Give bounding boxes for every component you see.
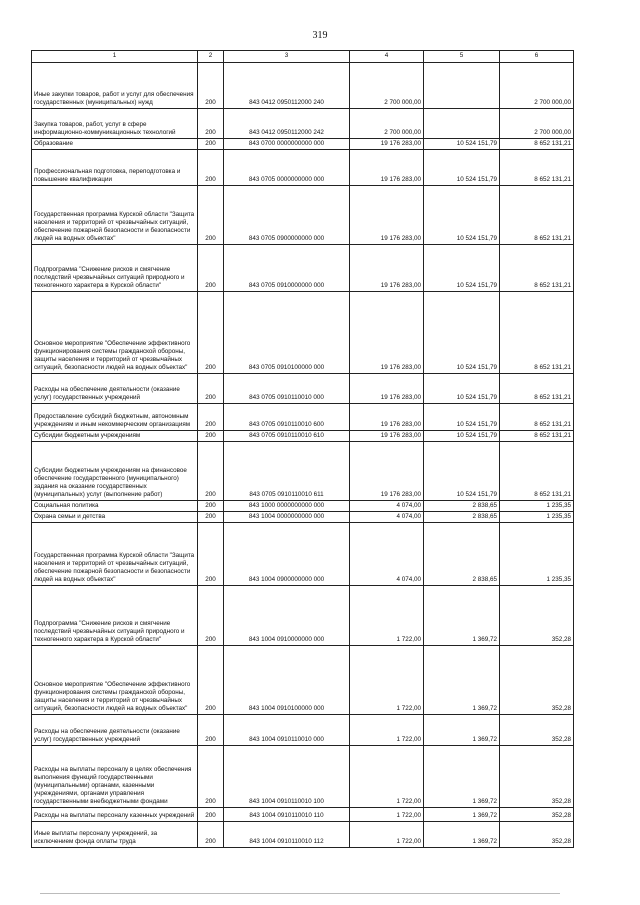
amount-col-6-cell: 8 652 131,21 — [500, 150, 574, 186]
table-row — [32, 404, 574, 431]
item-name-cell: Подпрограмма "Снижение рисков и смягчение последствий чрезвычайных ситуаций природного и техногенного характера в Курской области" — [32, 245, 198, 292]
bottom-divider — [40, 893, 560, 894]
classification-code-cell: 843 0412 0950112000 242 — [224, 109, 350, 139]
section-cell: 200 — [198, 431, 224, 442]
table-row — [32, 186, 574, 245]
amount-col-5-cell: 1 369,72 — [424, 808, 500, 822]
amount-col-4-cell: 2 700 000,00 — [350, 63, 424, 109]
amount-col-5-cell: 2 838,65 — [424, 523, 500, 586]
section-cell: 200 — [198, 501, 224, 512]
header-col-6: 6 — [500, 51, 574, 63]
amount-col-5-cell: 2 838,65 — [424, 501, 500, 512]
amount-col-6-cell: 8 652 131,21 — [500, 431, 574, 442]
amount-col-6-cell: 352,28 — [500, 822, 574, 848]
amount-col-5-cell: 10 524 151,79 — [424, 150, 500, 186]
section-cell: 200 — [198, 186, 224, 245]
amount-col-5-cell: 10 524 151,79 — [424, 404, 500, 431]
table-row — [32, 292, 574, 374]
item-name-cell: Подпрограмма "Снижение рисков и смягчение последствий чрезвычайных ситуаций природного и техногенного характера в Курской области" — [32, 586, 198, 646]
item-name-cell: Иные выплаты персоналу учреждений, за исключением фонда оплаты труда — [32, 822, 198, 848]
classification-code-cell: 843 0705 0910110010 610 — [224, 431, 350, 442]
table-row — [32, 63, 574, 109]
classification-code-cell: 843 1004 0000000000 000 — [224, 512, 350, 523]
table-row — [32, 501, 574, 512]
table-row — [32, 150, 574, 186]
classification-code-cell: 843 1004 0910100000 000 — [224, 646, 350, 715]
page-number: 319 — [312, 30, 328, 41]
classification-code-cell: 843 0700 0000000000 000 — [224, 139, 350, 150]
section-cell: 200 — [198, 139, 224, 150]
amount-col-6-cell: 8 652 131,21 — [500, 186, 574, 245]
section-cell: 200 — [198, 523, 224, 586]
item-name-cell: Охрана семьи и детства — [32, 512, 198, 523]
table-row — [32, 646, 574, 715]
item-name-cell: Иные закупки товаров, работ и услуг для обеспечения государственных (муниципальных) нужд — [32, 63, 198, 109]
item-name-cell: Профессиональная подготовка, переподготовка и повышение квалификации — [32, 150, 198, 186]
header-col-5: 5 — [424, 51, 500, 63]
classification-code-cell: 843 0412 0950112000 240 — [224, 63, 350, 109]
classification-code-cell: 843 1004 0910110010 000 — [224, 715, 350, 746]
amount-col-4-cell: 19 176 283,00 — [350, 374, 424, 404]
table-row — [32, 109, 574, 139]
amount-col-5-cell: 10 524 151,79 — [424, 442, 500, 501]
amount-col-5-cell: 10 524 151,79 — [424, 431, 500, 442]
header-col-2: 2 — [198, 51, 224, 63]
amount-col-6-cell: 8 652 131,21 — [500, 245, 574, 292]
section-cell: 200 — [198, 646, 224, 715]
item-name-cell: Расходы на выплаты персоналу в целях обеспечения выполнения функций государственными (муниципальными) органами, казенными учреждениями, органами управления государственными внебюджетными фондами — [32, 746, 198, 808]
item-name-cell: Предоставление субсидий бюджетным, автономным учреждениям и иным некоммерческим организациям — [32, 404, 198, 431]
section-cell: 200 — [198, 63, 224, 109]
amount-col-4-cell: 4 074,00 — [350, 523, 424, 586]
classification-code-cell: 843 0705 0900000000 000 — [224, 186, 350, 245]
item-name-cell: Субсидии бюджетным учреждениям на финансовое обеспечение государственного (муниципального) задания на оказание государственных (муниципальных) услуг (выполнение работ) — [32, 442, 198, 501]
amount-col-4-cell: 4 074,00 — [350, 501, 424, 512]
classification-code-cell: 843 0705 0910110010 600 — [224, 404, 350, 431]
header-col-3: 3 — [224, 51, 350, 63]
section-cell: 200 — [198, 442, 224, 501]
amount-col-4-cell: 19 176 283,00 — [350, 431, 424, 442]
classification-code-cell: 843 0705 0910110010 000 — [224, 374, 350, 404]
table-row — [32, 245, 574, 292]
amount-col-6-cell: 352,28 — [500, 808, 574, 822]
amount-col-4-cell: 19 176 283,00 — [350, 150, 424, 186]
amount-col-4-cell: 1 722,00 — [350, 715, 424, 746]
amount-col-6-cell: 352,28 — [500, 715, 574, 746]
header-col-4: 4 — [350, 51, 424, 63]
section-cell: 200 — [198, 404, 224, 431]
section-cell: 200 — [198, 822, 224, 848]
amount-col-6-cell: 352,28 — [500, 746, 574, 808]
budget-table — [31, 50, 574, 848]
amount-col-5-cell: 10 524 151,79 — [424, 186, 500, 245]
table-row — [32, 139, 574, 150]
table-row — [32, 431, 574, 442]
amount-col-5-cell: 10 524 151,79 — [424, 245, 500, 292]
classification-code-cell: 843 1004 0910110010 110 — [224, 808, 350, 822]
section-cell: 200 — [198, 512, 224, 523]
classification-code-cell: 843 0705 0910100000 000 — [224, 292, 350, 374]
amount-col-4-cell: 1 722,00 — [350, 646, 424, 715]
table-row — [32, 715, 574, 746]
amount-col-5-cell: 10 524 151,79 — [424, 292, 500, 374]
section-cell: 200 — [198, 374, 224, 404]
item-name-cell: Основное мероприятие "Обеспечение эффективного функционирования системы гражданской обороны, защиты населения и территорий от чрезвычайных ситуаций, безопасности людей на водных объектах" — [32, 646, 198, 715]
amount-col-6-cell: 352,28 — [500, 586, 574, 646]
table-row — [32, 374, 574, 404]
classification-code-cell: 843 1004 0910000000 000 — [224, 586, 350, 646]
amount-col-4-cell: 19 176 283,00 — [350, 442, 424, 501]
table-row — [32, 512, 574, 523]
header-col-1: 1 — [32, 51, 198, 63]
table-row — [32, 746, 574, 808]
amount-col-6-cell: 1 235,35 — [500, 512, 574, 523]
amount-col-4-cell: 19 176 283,00 — [350, 404, 424, 431]
section-cell: 200 — [198, 586, 224, 646]
amount-col-5-cell: 1 369,72 — [424, 822, 500, 848]
amount-col-4-cell: 19 176 283,00 — [350, 245, 424, 292]
amount-col-4-cell: 1 722,00 — [350, 808, 424, 822]
section-cell: 200 — [198, 292, 224, 374]
amount-col-6-cell: 8 652 131,21 — [500, 374, 574, 404]
amount-col-4-cell: 19 176 283,00 — [350, 292, 424, 374]
item-name-cell: Расходы на обеспечение деятельности (оказание услуг) государственных учреждений — [32, 374, 198, 404]
classification-code-cell: 843 0705 0000000000 000 — [224, 150, 350, 186]
table-row — [32, 808, 574, 822]
amount-col-5-cell — [424, 109, 500, 139]
section-cell: 200 — [198, 746, 224, 808]
classification-code-cell: 843 1000 0000000000 000 — [224, 501, 350, 512]
section-cell: 200 — [198, 808, 224, 822]
amount-col-5-cell: 1 369,72 — [424, 646, 500, 715]
item-name-cell: Образование — [32, 139, 198, 150]
amount-col-5-cell: 10 524 151,79 — [424, 139, 500, 150]
amount-col-6-cell: 8 652 131,21 — [500, 292, 574, 374]
amount-col-6-cell: 8 652 131,21 — [500, 404, 574, 431]
amount-col-4-cell: 1 722,00 — [350, 586, 424, 646]
item-name-cell: Социальная политика — [32, 501, 198, 512]
amount-col-6-cell: 2 700 000,00 — [500, 63, 574, 109]
amount-col-5-cell — [424, 63, 500, 109]
amount-col-6-cell: 1 235,35 — [500, 523, 574, 586]
item-name-cell: Расходы на выплаты персоналу казенных учреждений — [32, 808, 198, 822]
amount-col-4-cell: 1 722,00 — [350, 822, 424, 848]
amount-col-5-cell: 1 369,72 — [424, 586, 500, 646]
amount-col-5-cell: 10 524 151,79 — [424, 374, 500, 404]
amount-col-4-cell: 1 722,00 — [350, 746, 424, 808]
classification-code-cell: 843 0705 0910000000 000 — [224, 245, 350, 292]
amount-col-4-cell: 19 176 283,00 — [350, 186, 424, 245]
item-name-cell: Государственная программа Курской области "Защита населения и территорий от чрезвычайных ситуаций, обеспечение пожарной безопасности и безопасности людей на водных объектах" — [32, 523, 198, 586]
table-header-row — [32, 51, 574, 63]
amount-col-6-cell: 8 652 131,21 — [500, 139, 574, 150]
amount-col-6-cell: 352,28 — [500, 646, 574, 715]
classification-code-cell: 843 1004 0910110010 100 — [224, 746, 350, 808]
table-row — [32, 523, 574, 586]
classification-code-cell: 843 1004 0900000000 000 — [224, 523, 350, 586]
amount-col-6-cell: 1 235,35 — [500, 501, 574, 512]
item-name-cell: Субсидии бюджетным учреждениям — [32, 431, 198, 442]
section-cell: 200 — [198, 109, 224, 139]
amount-col-4-cell: 4 074,00 — [350, 512, 424, 523]
classification-code-cell: 843 0705 0910110010 611 — [224, 442, 350, 501]
amount-col-5-cell: 1 369,72 — [424, 715, 500, 746]
amount-col-4-cell: 19 176 283,00 — [350, 139, 424, 150]
item-name-cell: Основное мероприятие "Обеспечение эффективного функционирования системы гражданской обороны, защиты населения и территорий от чрезвычайных ситуаций, безопасности людей на водных объектах" — [32, 292, 198, 374]
section-cell: 200 — [198, 150, 224, 186]
table-row — [32, 586, 574, 646]
item-name-cell: Государственная программа Курской области "Защита населения и территорий от чрезвычайных ситуаций, обеспечение пожарной безопасности и безопасности людей на водных объектах" — [32, 186, 198, 245]
section-cell: 200 — [198, 245, 224, 292]
section-cell: 200 — [198, 715, 224, 746]
table-row — [32, 442, 574, 501]
amount-col-5-cell: 1 369,72 — [424, 746, 500, 808]
classification-code-cell: 843 1004 0910110010 112 — [224, 822, 350, 848]
amount-col-6-cell: 2 700 000,00 — [500, 109, 574, 139]
amount-col-6-cell: 8 652 131,21 — [500, 442, 574, 501]
item-name-cell: Закупка товаров, работ, услуг в сфере информационно-коммуникационных технологий — [32, 109, 198, 139]
table-row — [32, 822, 574, 848]
amount-col-4-cell: 2 700 000,00 — [350, 109, 424, 139]
amount-col-5-cell: 2 838,65 — [424, 512, 500, 523]
item-name-cell: Расходы на обеспечение деятельности (оказание услуг) государственных учреждений — [32, 715, 198, 746]
